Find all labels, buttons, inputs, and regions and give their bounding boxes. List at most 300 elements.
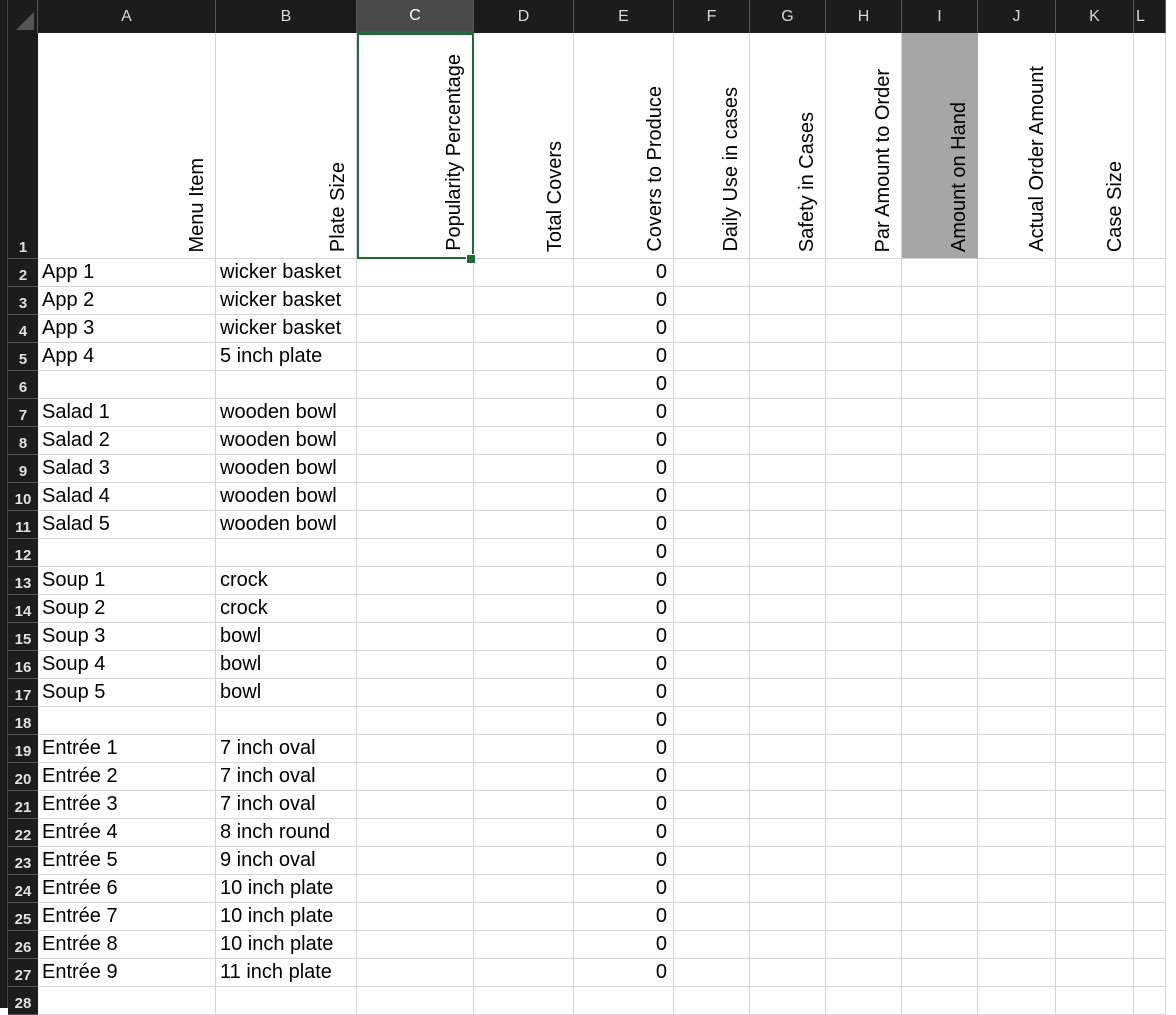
cell-K14[interactable]: [1056, 595, 1134, 623]
cell-I15[interactable]: [902, 623, 978, 651]
cell-D1[interactable]: [474, 33, 574, 259]
cell-B22[interactable]: 8 inch round: [216, 819, 357, 847]
cell-D7[interactable]: [474, 399, 574, 427]
row-header[interactable]: 25: [8, 903, 38, 931]
cell-A25[interactable]: Entrée 7: [38, 903, 216, 931]
cell-A10[interactable]: Salad 4: [38, 483, 216, 511]
cell-L6[interactable]: [1134, 371, 1166, 399]
cell-E12[interactable]: 0: [574, 539, 674, 567]
cell-A12[interactable]: [38, 539, 216, 567]
cell-A23[interactable]: Entrée 5: [38, 847, 216, 875]
cell-A18[interactable]: [38, 707, 216, 735]
cell-L20[interactable]: [1134, 763, 1166, 791]
cell-D10[interactable]: [474, 483, 574, 511]
cell-G26[interactable]: [750, 931, 826, 959]
cell-A16[interactable]: Soup 4: [38, 651, 216, 679]
cell-D3[interactable]: [474, 287, 574, 315]
cell-G10[interactable]: [750, 483, 826, 511]
cell-J9[interactable]: [978, 455, 1056, 483]
cell-D16[interactable]: [474, 651, 574, 679]
cell-F11[interactable]: [674, 511, 750, 539]
row-header[interactable]: 14: [8, 595, 38, 623]
cell-A26[interactable]: Entrée 8: [38, 931, 216, 959]
cell-E11[interactable]: 0: [574, 511, 674, 539]
cell-G12[interactable]: [750, 539, 826, 567]
cell-K9[interactable]: [1056, 455, 1134, 483]
cell-K11[interactable]: [1056, 511, 1134, 539]
cell-D8[interactable]: [474, 427, 574, 455]
cell-H8[interactable]: [826, 427, 902, 455]
cell-G18[interactable]: [750, 707, 826, 735]
cell-F27[interactable]: [674, 959, 750, 987]
cell-A17[interactable]: Soup 5: [38, 679, 216, 707]
cell-C5[interactable]: [357, 343, 474, 371]
row-header[interactable]: 2: [8, 259, 38, 287]
cell-D9[interactable]: [474, 455, 574, 483]
cell-G5[interactable]: [750, 343, 826, 371]
cell-E5[interactable]: 0: [574, 343, 674, 371]
cell-E19[interactable]: 0: [574, 735, 674, 763]
cell-J13[interactable]: [978, 567, 1056, 595]
cell-B17[interactable]: bowl: [216, 679, 357, 707]
cell-D13[interactable]: [474, 567, 574, 595]
cell-G2[interactable]: [750, 259, 826, 287]
cell-J26[interactable]: [978, 931, 1056, 959]
cell-L21[interactable]: [1134, 791, 1166, 819]
col-header-I[interactable]: I: [902, 0, 978, 33]
cell-C24[interactable]: [357, 875, 474, 903]
cell-I4[interactable]: [902, 315, 978, 343]
cell-B16[interactable]: bowl: [216, 651, 357, 679]
cell-E28[interactable]: [574, 987, 674, 1015]
cell-J17[interactable]: [978, 679, 1056, 707]
cell-B4[interactable]: wicker basket: [216, 315, 357, 343]
cell-B2[interactable]: wicker basket: [216, 259, 357, 287]
cell-H21[interactable]: [826, 791, 902, 819]
cell-J1[interactable]: [978, 33, 1056, 259]
cell-F3[interactable]: [674, 287, 750, 315]
cell-E20[interactable]: 0: [574, 763, 674, 791]
cell-H26[interactable]: [826, 931, 902, 959]
cell-J18[interactable]: [978, 707, 1056, 735]
cell-C21[interactable]: [357, 791, 474, 819]
row-header[interactable]: 7: [8, 399, 38, 427]
cell-L13[interactable]: [1134, 567, 1166, 595]
cell-J6[interactable]: [978, 371, 1056, 399]
cell-F24[interactable]: [674, 875, 750, 903]
cell-K10[interactable]: [1056, 483, 1134, 511]
cell-F12[interactable]: [674, 539, 750, 567]
cell-G17[interactable]: [750, 679, 826, 707]
cell-H5[interactable]: [826, 343, 902, 371]
cell-D15[interactable]: [474, 623, 574, 651]
row-header[interactable]: 27: [8, 959, 38, 987]
cell-I14[interactable]: [902, 595, 978, 623]
cell-A9[interactable]: Salad 3: [38, 455, 216, 483]
cell-H2[interactable]: [826, 259, 902, 287]
cell-G16[interactable]: [750, 651, 826, 679]
cell-D18[interactable]: [474, 707, 574, 735]
cell-G19[interactable]: [750, 735, 826, 763]
cell-E22[interactable]: 0: [574, 819, 674, 847]
cell-F20[interactable]: [674, 763, 750, 791]
cell-B5[interactable]: 5 inch plate: [216, 343, 357, 371]
cell-I20[interactable]: [902, 763, 978, 791]
cell-D17[interactable]: [474, 679, 574, 707]
cell-K15[interactable]: [1056, 623, 1134, 651]
cell-K8[interactable]: [1056, 427, 1134, 455]
cell-K19[interactable]: [1056, 735, 1134, 763]
cell-B25[interactable]: 10 inch plate: [216, 903, 357, 931]
cell-H28[interactable]: [826, 987, 902, 1015]
cell-E7[interactable]: 0: [574, 399, 674, 427]
cell-I3[interactable]: [902, 287, 978, 315]
cell-D12[interactable]: [474, 539, 574, 567]
cell-G24[interactable]: [750, 875, 826, 903]
cell-H27[interactable]: [826, 959, 902, 987]
row-header[interactable]: 11: [8, 511, 38, 539]
cell-F21[interactable]: [674, 791, 750, 819]
cell-H24[interactable]: [826, 875, 902, 903]
cell-H19[interactable]: [826, 735, 902, 763]
row-header[interactable]: 17: [8, 679, 38, 707]
cell-L15[interactable]: [1134, 623, 1166, 651]
cell-I27[interactable]: [902, 959, 978, 987]
cell-L24[interactable]: [1134, 875, 1166, 903]
cell-K24[interactable]: [1056, 875, 1134, 903]
cell-K20[interactable]: [1056, 763, 1134, 791]
cell-J27[interactable]: [978, 959, 1056, 987]
cell-D25[interactable]: [474, 903, 574, 931]
cell-C25[interactable]: [357, 903, 474, 931]
row-header[interactable]: 18: [8, 707, 38, 735]
cell-G6[interactable]: [750, 371, 826, 399]
cell-I7[interactable]: [902, 399, 978, 427]
cell-J19[interactable]: [978, 735, 1056, 763]
cell-C10[interactable]: [357, 483, 474, 511]
cell-A20[interactable]: Entrée 2: [38, 763, 216, 791]
cell-C20[interactable]: [357, 763, 474, 791]
cell-F26[interactable]: [674, 931, 750, 959]
cell-G25[interactable]: [750, 903, 826, 931]
cell-D23[interactable]: [474, 847, 574, 875]
cell-D5[interactable]: [474, 343, 574, 371]
cell-L9[interactable]: [1134, 455, 1166, 483]
cell-C2[interactable]: [357, 259, 474, 287]
cell-J4[interactable]: [978, 315, 1056, 343]
cell-I9[interactable]: [902, 455, 978, 483]
cell-A27[interactable]: Entrée 9: [38, 959, 216, 987]
cell-F22[interactable]: [674, 819, 750, 847]
cell-K17[interactable]: [1056, 679, 1134, 707]
cell-I8[interactable]: [902, 427, 978, 455]
cell-L17[interactable]: [1134, 679, 1166, 707]
cell-B27[interactable]: 11 inch plate: [216, 959, 357, 987]
cell-B3[interactable]: wicker basket: [216, 287, 357, 315]
cell-L8[interactable]: [1134, 427, 1166, 455]
cell-K7[interactable]: [1056, 399, 1134, 427]
cell-I10[interactable]: [902, 483, 978, 511]
cell-H13[interactable]: [826, 567, 902, 595]
cell-C12[interactable]: [357, 539, 474, 567]
col-header-C[interactable]: C: [357, 0, 474, 33]
row-header[interactable]: 6: [8, 371, 38, 399]
cell-C9[interactable]: [357, 455, 474, 483]
cell-F28[interactable]: [674, 987, 750, 1015]
cell-C18[interactable]: [357, 707, 474, 735]
col-header-J[interactable]: J: [978, 0, 1056, 33]
cell-G9[interactable]: [750, 455, 826, 483]
cell-A21[interactable]: Entrée 3: [38, 791, 216, 819]
cell-F13[interactable]: [674, 567, 750, 595]
cell-F19[interactable]: [674, 735, 750, 763]
cell-L10[interactable]: [1134, 483, 1166, 511]
cell-I12[interactable]: [902, 539, 978, 567]
row-header[interactable]: 10: [8, 483, 38, 511]
row-header[interactable]: 12: [8, 539, 38, 567]
cell-L22[interactable]: [1134, 819, 1166, 847]
cell-F17[interactable]: [674, 679, 750, 707]
cell-A19[interactable]: Entrée 1: [38, 735, 216, 763]
cell-C19[interactable]: [357, 735, 474, 763]
cell-A13[interactable]: Soup 1: [38, 567, 216, 595]
cell-E17[interactable]: 0: [574, 679, 674, 707]
row-header[interactable]: 15: [8, 623, 38, 651]
cell-B13[interactable]: crock: [216, 567, 357, 595]
cell-A1[interactable]: [38, 33, 216, 259]
cell-G11[interactable]: [750, 511, 826, 539]
cell-E21[interactable]: 0: [574, 791, 674, 819]
cell-A28[interactable]: [38, 987, 216, 1015]
cell-J2[interactable]: [978, 259, 1056, 287]
cell-B26[interactable]: 10 inch plate: [216, 931, 357, 959]
cell-K25[interactable]: [1056, 903, 1134, 931]
cell-I26[interactable]: [902, 931, 978, 959]
cell-L14[interactable]: [1134, 595, 1166, 623]
cell-A3[interactable]: App 2: [38, 287, 216, 315]
cell-L1[interactable]: [1134, 33, 1166, 259]
cell-E25[interactable]: 0: [574, 903, 674, 931]
cell-B24[interactable]: 10 inch plate: [216, 875, 357, 903]
cell-A22[interactable]: Entrée 4: [38, 819, 216, 847]
cell-C28[interactable]: [357, 987, 474, 1015]
cell-L11[interactable]: [1134, 511, 1166, 539]
cell-L23[interactable]: [1134, 847, 1166, 875]
cell-F1[interactable]: [674, 33, 750, 259]
cell-H17[interactable]: [826, 679, 902, 707]
cell-E18[interactable]: 0: [574, 707, 674, 735]
cell-H4[interactable]: [826, 315, 902, 343]
cell-A4[interactable]: App 3: [38, 315, 216, 343]
fill-handle[interactable]: [466, 254, 476, 264]
cell-H15[interactable]: [826, 623, 902, 651]
col-header-E[interactable]: E: [574, 0, 674, 33]
cell-K27[interactable]: [1056, 959, 1134, 987]
col-header-D[interactable]: D: [474, 0, 574, 33]
cell-I21[interactable]: [902, 791, 978, 819]
cell-B12[interactable]: [216, 539, 357, 567]
cell-K3[interactable]: [1056, 287, 1134, 315]
cell-E3[interactable]: 0: [574, 287, 674, 315]
cell-E26[interactable]: 0: [574, 931, 674, 959]
cell-J25[interactable]: [978, 903, 1056, 931]
cell-K1[interactable]: [1056, 33, 1134, 259]
cell-E14[interactable]: 0: [574, 595, 674, 623]
cell-L25[interactable]: [1134, 903, 1166, 931]
cell-B6[interactable]: [216, 371, 357, 399]
cell-K13[interactable]: [1056, 567, 1134, 595]
col-header-H[interactable]: H: [826, 0, 902, 33]
cell-F4[interactable]: [674, 315, 750, 343]
cell-K6[interactable]: [1056, 371, 1134, 399]
cell-I11[interactable]: [902, 511, 978, 539]
cell-E27[interactable]: 0: [574, 959, 674, 987]
cell-J3[interactable]: [978, 287, 1056, 315]
cell-C16[interactable]: [357, 651, 474, 679]
cell-L16[interactable]: [1134, 651, 1166, 679]
cell-F10[interactable]: [674, 483, 750, 511]
cell-B21[interactable]: 7 inch oval: [216, 791, 357, 819]
cell-B23[interactable]: 9 inch oval: [216, 847, 357, 875]
cell-F14[interactable]: [674, 595, 750, 623]
cell-C23[interactable]: [357, 847, 474, 875]
row-header[interactable]: 16: [8, 651, 38, 679]
cell-F25[interactable]: [674, 903, 750, 931]
row-header[interactable]: 20: [8, 763, 38, 791]
cell-I25[interactable]: [902, 903, 978, 931]
cell-G4[interactable]: [750, 315, 826, 343]
cell-F23[interactable]: [674, 847, 750, 875]
cell-J21[interactable]: [978, 791, 1056, 819]
cell-D21[interactable]: [474, 791, 574, 819]
cell-G20[interactable]: [750, 763, 826, 791]
cell-H16[interactable]: [826, 651, 902, 679]
cell-A8[interactable]: Salad 2: [38, 427, 216, 455]
cell-K12[interactable]: [1056, 539, 1134, 567]
cell-C11[interactable]: [357, 511, 474, 539]
col-header-K[interactable]: K: [1056, 0, 1134, 33]
cell-F18[interactable]: [674, 707, 750, 735]
cell-A24[interactable]: Entrée 6: [38, 875, 216, 903]
cell-L12[interactable]: [1134, 539, 1166, 567]
cell-B15[interactable]: bowl: [216, 623, 357, 651]
cell-B18[interactable]: [216, 707, 357, 735]
cell-B20[interactable]: 7 inch oval: [216, 763, 357, 791]
cell-J16[interactable]: [978, 651, 1056, 679]
row-header[interactable]: 9: [8, 455, 38, 483]
cell-D20[interactable]: [474, 763, 574, 791]
cell-I5[interactable]: [902, 343, 978, 371]
cell-H9[interactable]: [826, 455, 902, 483]
cell-E13[interactable]: 0: [574, 567, 674, 595]
cell-E6[interactable]: 0: [574, 371, 674, 399]
cell-C7[interactable]: [357, 399, 474, 427]
cell-I16[interactable]: [902, 651, 978, 679]
cell-H12[interactable]: [826, 539, 902, 567]
row-header[interactable]: 1: [8, 33, 38, 259]
cell-D19[interactable]: [474, 735, 574, 763]
col-header-A[interactable]: A: [38, 0, 216, 33]
row-header[interactable]: 4: [8, 315, 38, 343]
cell-H7[interactable]: [826, 399, 902, 427]
cell-L27[interactable]: [1134, 959, 1166, 987]
cell-J28[interactable]: [978, 987, 1056, 1015]
cell-J12[interactable]: [978, 539, 1056, 567]
cell-L4[interactable]: [1134, 315, 1166, 343]
cell-B10[interactable]: wooden bowl: [216, 483, 357, 511]
cell-D22[interactable]: [474, 819, 574, 847]
cell-I13[interactable]: [902, 567, 978, 595]
cell-J7[interactable]: [978, 399, 1056, 427]
cell-I24[interactable]: [902, 875, 978, 903]
cell-C8[interactable]: [357, 427, 474, 455]
cell-B28[interactable]: [216, 987, 357, 1015]
cell-E4[interactable]: 0: [574, 315, 674, 343]
cell-D24[interactable]: [474, 875, 574, 903]
cell-E2[interactable]: 0: [574, 259, 674, 287]
cell-C22[interactable]: [357, 819, 474, 847]
cell-J20[interactable]: [978, 763, 1056, 791]
cell-L18[interactable]: [1134, 707, 1166, 735]
cell-J23[interactable]: [978, 847, 1056, 875]
cell-D14[interactable]: [474, 595, 574, 623]
cell-H10[interactable]: [826, 483, 902, 511]
cell-L5[interactable]: [1134, 343, 1166, 371]
cell-B7[interactable]: wooden bowl: [216, 399, 357, 427]
cell-K5[interactable]: [1056, 343, 1134, 371]
cell-G3[interactable]: [750, 287, 826, 315]
cell-D6[interactable]: [474, 371, 574, 399]
cell-E10[interactable]: 0: [574, 483, 674, 511]
cell-K18[interactable]: [1056, 707, 1134, 735]
cell-A14[interactable]: Soup 2: [38, 595, 216, 623]
cell-J15[interactable]: [978, 623, 1056, 651]
cell-A6[interactable]: [38, 371, 216, 399]
col-header-F[interactable]: F: [674, 0, 750, 33]
cell-A5[interactable]: App 4: [38, 343, 216, 371]
cell-E9[interactable]: 0: [574, 455, 674, 483]
col-header-L[interactable]: L: [1134, 0, 1166, 33]
cell-D11[interactable]: [474, 511, 574, 539]
cell-E24[interactable]: 0: [574, 875, 674, 903]
cell-C1-active[interactable]: [357, 33, 474, 259]
cell-I28[interactable]: [902, 987, 978, 1015]
cell-J24[interactable]: [978, 875, 1056, 903]
cell-L19[interactable]: [1134, 735, 1166, 763]
cell-H20[interactable]: [826, 763, 902, 791]
cell-D4[interactable]: [474, 315, 574, 343]
row-header[interactable]: 23: [8, 847, 38, 875]
cell-K2[interactable]: [1056, 259, 1134, 287]
cell-H18[interactable]: [826, 707, 902, 735]
cell-B14[interactable]: crock: [216, 595, 357, 623]
cell-G13[interactable]: [750, 567, 826, 595]
cell-C27[interactable]: [357, 959, 474, 987]
cell-B9[interactable]: wooden bowl: [216, 455, 357, 483]
cell-L3[interactable]: [1134, 287, 1166, 315]
row-header[interactable]: 8: [8, 427, 38, 455]
cell-G7[interactable]: [750, 399, 826, 427]
cell-J11[interactable]: [978, 511, 1056, 539]
cell-I6[interactable]: [902, 371, 978, 399]
cell-I19[interactable]: [902, 735, 978, 763]
cell-I18[interactable]: [902, 707, 978, 735]
cell-J10[interactable]: [978, 483, 1056, 511]
cell-A2[interactable]: App 1: [38, 259, 216, 287]
cell-G14[interactable]: [750, 595, 826, 623]
cell-H11[interactable]: [826, 511, 902, 539]
cell-G28[interactable]: [750, 987, 826, 1015]
